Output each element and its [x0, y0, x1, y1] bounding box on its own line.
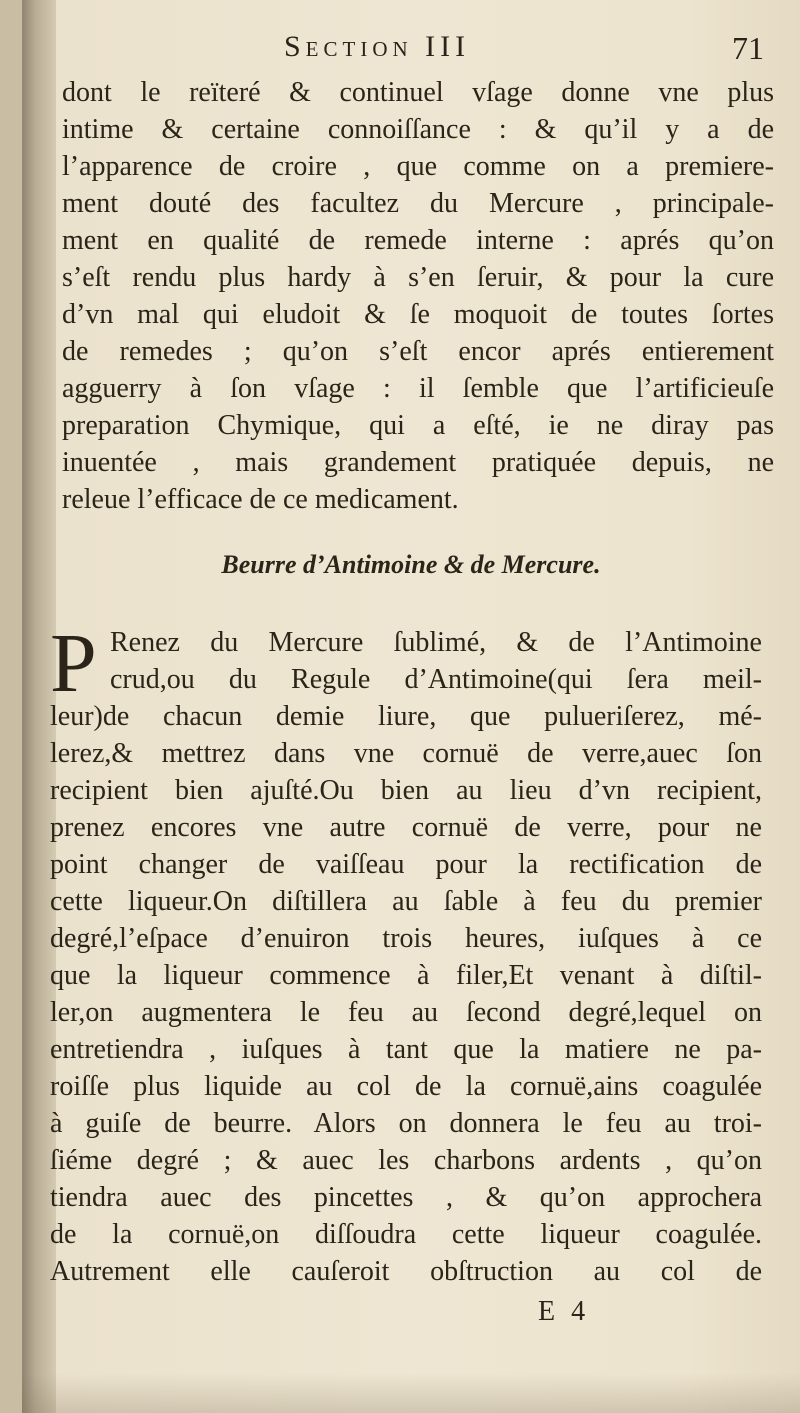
text-line: ſiéme degré ; & auec les charbons ardents , qu’on	[50, 1145, 762, 1176]
text-line: de la cornuë,on diſſoudra cette liqueur coagulée.	[50, 1219, 762, 1250]
text-line: inuentée , mais grandement pratiquée depuis, ne	[62, 447, 774, 478]
running-head: Section III	[284, 30, 471, 63]
text-line: l’apparence de croire , que comme on a premiere-	[62, 151, 774, 182]
signature-mark	[538, 1296, 601, 1328]
section-heading: Beurre d’Antimoine & de Mercure.	[221, 550, 601, 579]
text-line: lerez,& mettrez dans vne cornuë de verre,auec ſon	[50, 738, 762, 769]
page-header	[22, 30, 800, 70]
text-line: dont le reïteré & continuel vſage donne vne plus	[62, 77, 774, 108]
text-line: que la liqueur commence à filer,Et venant à diſtil-	[50, 960, 762, 991]
book-page	[22, 0, 800, 1413]
drop-cap: P	[50, 617, 97, 710]
text-line: tiendra auec des pincettes , & qu’on approchera	[50, 1182, 762, 1213]
text-line: entretiendra , iuſques à tant que la matiere ne pa-	[50, 1034, 762, 1065]
text-line: ment douté des facultez du Mercure , principale-	[62, 188, 774, 219]
text-line: à guiſe de beurre. Alors on donnera le feu au troi-	[50, 1108, 762, 1139]
text-line: releue l’efficace de ce medicament.	[62, 484, 459, 515]
text-line: Renez du Mercure ſublimé, & de l’Antimoine	[110, 627, 762, 658]
text-line: s’eſt rendu plus hardy à s’en ſeruir, & pour la cure	[62, 262, 774, 293]
text-line: recipient bien ajuſté.Ou bien au lieu d’vn recipient,	[50, 775, 762, 806]
signature-letter: E	[538, 1296, 556, 1327]
text-line: roiſſe plus liquide au col de la cornuë,ains coagulée	[50, 1071, 762, 1102]
text-line: ment en qualité de remede interne : aprés qu’on	[62, 225, 774, 256]
text-line: d’vn mal qui eludoit & ſe moquoit de toutes ſortes	[62, 299, 774, 330]
paragraph-1	[62, 74, 774, 518]
signature-number: 4	[571, 1296, 586, 1327]
text-line: de remedes ; qu’on s’eſt encor aprés entierement	[62, 336, 774, 367]
text-line: intime & certaine connoiſſance : & qu’il y a de	[62, 114, 774, 145]
text-line: cette liqueur.On diſtillera au ſable à feu du premier	[50, 886, 762, 917]
text-line: Autrement elle cauſeroit obſtruction au col de	[50, 1256, 762, 1287]
page-shadow	[22, 1373, 800, 1413]
text-line: leur)de chacun demie liure, que pulueriſerez, mé-	[50, 701, 762, 732]
paragraph-2	[50, 617, 762, 1290]
text-line: point changer de vaiſſeau pour la rectification de	[50, 849, 762, 880]
text-line: degré,l’eſpace d’enuiron trois heures, iuſques à ce	[50, 923, 762, 954]
text-line: agguerry à ſon vſage : il ſemble que l’artificieuſe	[62, 373, 774, 404]
text-line: crud,ou du Regule d’Antimoine(qui ſera meil-	[110, 664, 762, 695]
text-line: ler,on augmentera le feu au ſecond degré,lequel on	[50, 997, 762, 1028]
text-line: preparation Chymique, qui a eſté, ie ne diray pas	[62, 410, 774, 441]
page-number: 71	[732, 30, 764, 66]
text-line: prenez encores vne autre cornuë de verre, pour ne	[50, 812, 762, 843]
